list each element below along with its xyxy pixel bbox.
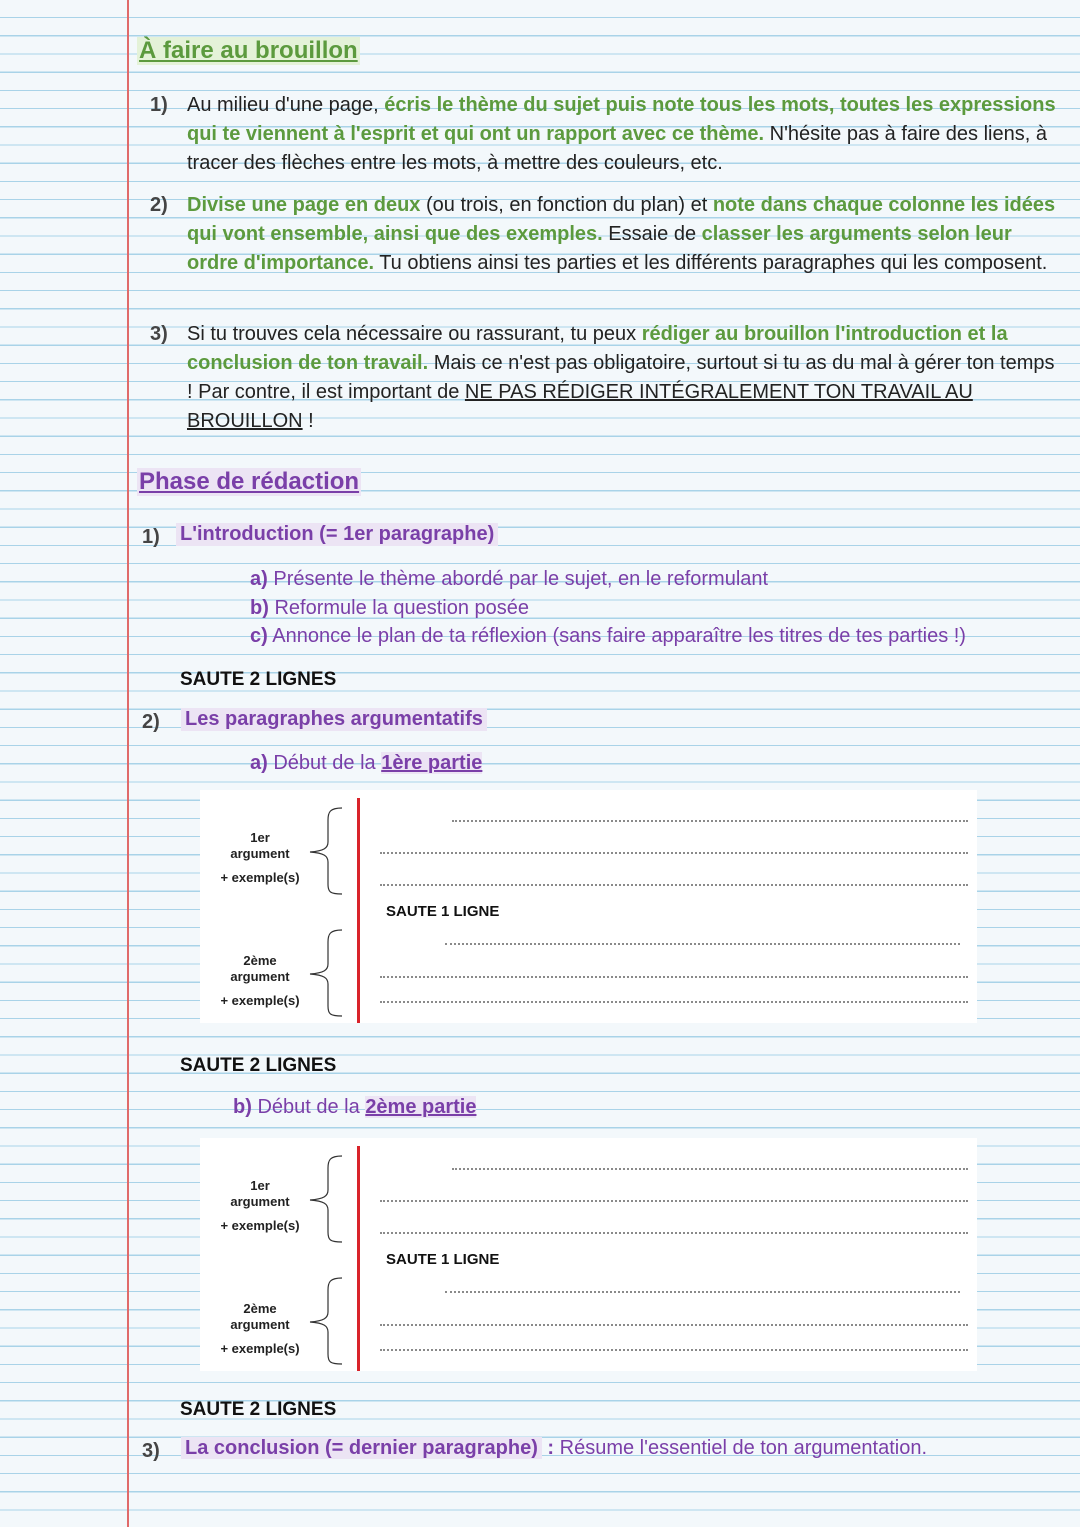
margin-marker: [357, 798, 360, 1023]
conclusion-title: La conclusion (= dernier paragraphe): [181, 1437, 542, 1459]
intro-step-b: b) Reformule la question posée: [250, 597, 530, 619]
part-a-heading: a) Début de la 1ère partie: [250, 752, 483, 774]
item-number: 3): [142, 1440, 160, 1462]
writing-line: [380, 1200, 968, 1202]
intro-step-a: a) Présente le thème abordé par le sujet, en le reformulant: [250, 568, 769, 590]
writing-line: [380, 976, 968, 978]
section-title-brouillon: À faire au brouillon: [139, 37, 358, 64]
item-number: 3): [150, 323, 168, 345]
skip-one-line-note: SAUTE 1 LIGNE: [386, 903, 500, 920]
brouillon-step-3: Si tu trouves cela nécessaire ou rassurant, tu peux rédiger au brouillon l'introduction et la conclusion de ton travail. Mais ce n'est pas obligatoire, surtout si tu as du mal à gérer ton temps ! Par contre, il est important de NE PAS RÉDIGER INTÉGRALEMENT TON TRAVAIL AU BROUILLON !: [187, 323, 1055, 432]
arg1-label: 1er argument + exemple(s): [220, 830, 300, 885]
paragraph-schema-part-1: [200, 790, 977, 1023]
margin-marker: [357, 1146, 360, 1371]
intro-step-c: c) Annonce le plan de ta réflexion (sans faire apparaître les titres de tes parties !): [250, 625, 966, 647]
item-number: 1): [142, 526, 160, 548]
paragraph-schema-part-2: [200, 1138, 977, 1371]
brouillon-step-2: Divise une page en deux (ou trois, en fonction du plan) et note dans chaque colonne les idées qui vont ensemble, ainsi que des exemples. Essaie de classer les arguments selon leur ordre d'importance. Tu obtiens ainsi tes parties et les différents paragraphes qui les composent.: [187, 194, 1056, 274]
writing-line: [380, 1001, 968, 1003]
skip-one-line-note: SAUTE 1 LIGNE: [386, 1251, 500, 1268]
item-number: 2): [150, 194, 168, 216]
conclusion-line: La conclusion (= dernier paragraphe) : Résume l'essentiel de ton argumentation.: [181, 1437, 927, 1460]
item-number: 1): [150, 94, 168, 116]
writing-line: [452, 820, 968, 822]
brace-icon: [306, 1154, 346, 1244]
brace-icon: [306, 1276, 346, 1366]
writing-line: [380, 1232, 968, 1234]
notebook-margin-line: [127, 0, 129, 1527]
brace-icon: [306, 928, 346, 1018]
arg2-label: 2ème argument + exemple(s): [220, 953, 300, 1008]
arg1-label: 1er argument + exemple(s): [220, 1178, 300, 1233]
skip-lines-note: SAUTE 2 LIGNES: [180, 1399, 337, 1420]
writing-line: [380, 852, 968, 854]
writing-line: [380, 1324, 968, 1326]
writing-line: [452, 1168, 968, 1170]
brace-icon: [306, 806, 346, 896]
skip-lines-note: SAUTE 2 LIGNES: [180, 1055, 337, 1076]
intro-title: L'introduction (= 1er paragraphe): [176, 523, 498, 546]
arg2-label: 2ème argument + exemple(s): [220, 1301, 300, 1356]
part-b-heading: b) Début de la 2ème partie: [233, 1096, 477, 1118]
skip-lines-note: SAUTE 2 LIGNES: [180, 669, 337, 690]
section-title-redaction: Phase de rédaction: [139, 468, 360, 495]
writing-line: [380, 884, 968, 886]
writing-line: [380, 1349, 968, 1351]
args-title: Les paragraphes argumentatifs: [181, 708, 487, 731]
item-number: 2): [142, 711, 160, 733]
writing-line: [445, 1291, 960, 1293]
brouillon-step-1: Au milieu d'une page, écris le thème du sujet puis note tous les mots, toutes les expressions qui te viennent à l'esprit et qui ont un rapport avec ce thème. N'hésite pas à faire des liens, à tracer des flèches entre les mots, à mettre des couleurs, etc.: [187, 94, 1056, 174]
conclusion-text: Résume l'essentiel de ton argumentation.: [559, 1437, 928, 1459]
writing-line: [445, 943, 960, 945]
